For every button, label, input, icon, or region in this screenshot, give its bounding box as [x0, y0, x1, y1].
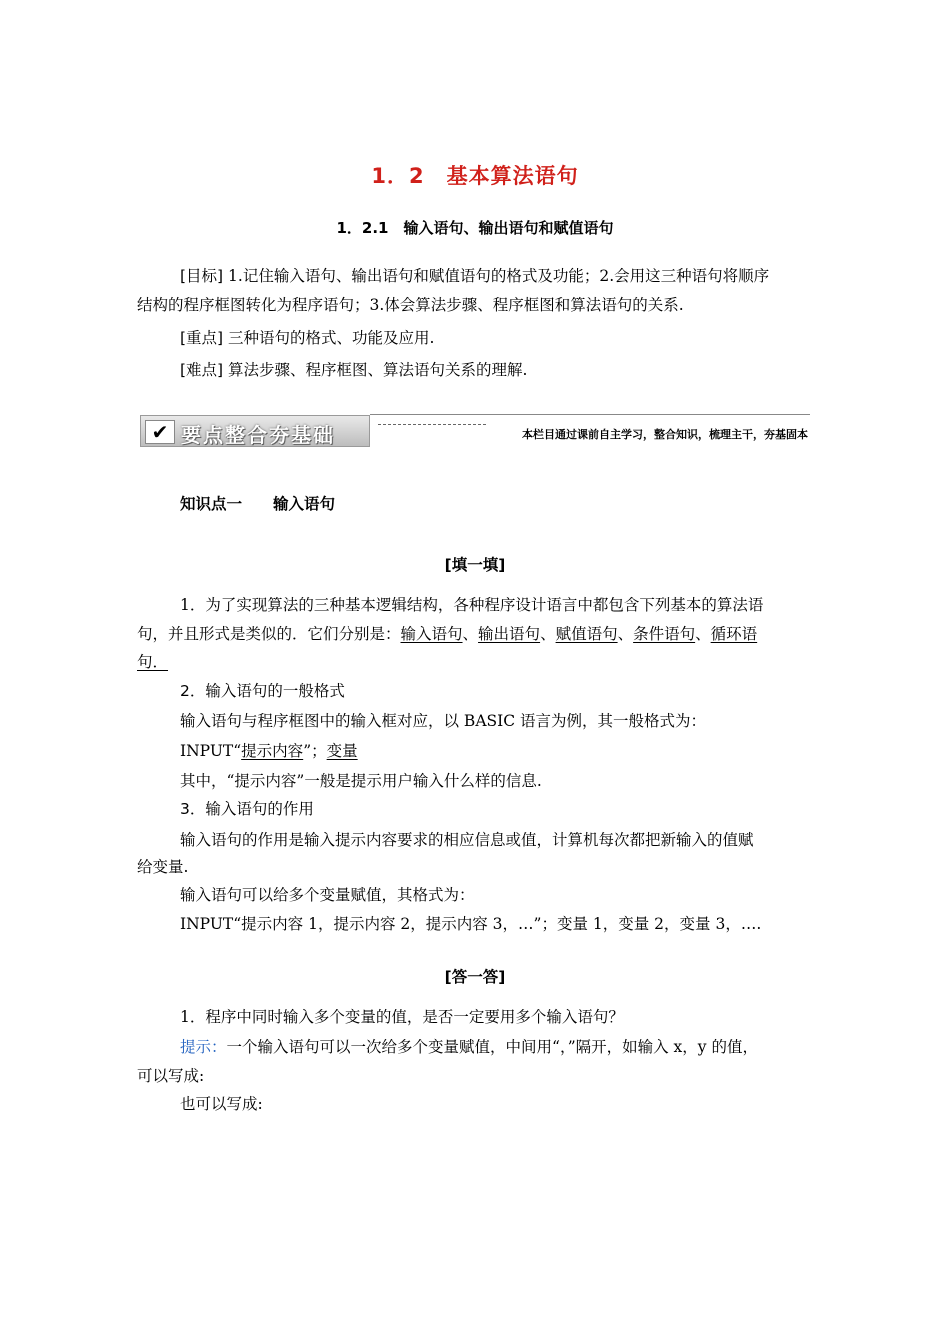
p3-line-2: 给变量. — [137, 858, 189, 876]
answer-item-loop: 循环语 — [710, 625, 758, 643]
p1-line-2 — [137, 624, 757, 644]
goal-line-1 — [180, 266, 769, 286]
format-mid: ”； — [303, 742, 327, 760]
format-variable: 变量 — [326, 742, 358, 760]
p2-format — [180, 741, 358, 761]
p2-heading: 2．输入语句的一般格式 — [180, 682, 345, 700]
key-text: 三种语句的格式、功能及应用. — [228, 329, 435, 347]
banner-dash-line — [378, 424, 486, 425]
p2-line-1: 输入语句与程序框图中的输入框对应，以 BASIC 语言为例，其一般格式为： — [180, 712, 707, 730]
banner-box — [140, 415, 370, 447]
format-prefix: INPUT“ — [180, 742, 242, 760]
p3-heading: 3．输入语句的作用 — [180, 800, 314, 818]
answer-item-input: 输入语句 — [400, 625, 463, 643]
page-title: 1．2 基本算法语句 — [371, 164, 579, 188]
hint-line-3: 也可以写成: — [180, 1095, 263, 1113]
answer-item-assign: 赋值语句 — [555, 625, 618, 643]
p3-line-4: INPUT“提示内容 1，提示内容 2，提示内容 3，…”；变量 1，变量 2，变量 3，…. — [180, 915, 762, 933]
hint-line-2: 可以写成: — [137, 1067, 205, 1085]
separator: 、 — [462, 625, 479, 643]
format-prompt: 提示内容 — [241, 742, 304, 760]
question-1: 1．程序中同时输入多个变量的值，是否一定要用多个输入语句？ — [180, 1008, 624, 1026]
separator: 、 — [695, 625, 711, 643]
answer-label: [答一答] — [444, 968, 506, 986]
hard-point-line — [180, 360, 527, 380]
banner-rule — [370, 414, 810, 415]
separator: 、 — [540, 625, 556, 643]
hard-text: 算法步骤、程序框图、算法语句关系的理解. — [228, 361, 528, 379]
banner-note: 本栏目通过课前自主学习，整合知识，梳理主干，夯基固本 — [522, 428, 808, 441]
key-point-line — [180, 328, 434, 348]
separator: 、 — [617, 625, 634, 643]
section-banner — [138, 412, 810, 448]
target-label: [目标] — [180, 267, 224, 285]
checkmark-icon: ✔ — [145, 420, 175, 444]
fill-label: [填一填] — [444, 556, 506, 574]
section-subtitle: 1．2.1 输入语句、输出语句和赋值语句 — [336, 219, 614, 237]
key-label: [重点] — [180, 329, 224, 347]
answer-item-output: 输出语句 — [478, 625, 541, 643]
hint-label: 提示： — [180, 1038, 227, 1056]
target-text-1: 1.记住输入语句、输出语句和赋值语句的格式及功能；2.会用这三种语句将顺序 — [228, 267, 770, 285]
hint-line-1 — [180, 1037, 758, 1057]
banner-title: 要点整合夯基础 — [181, 423, 335, 447]
hard-label: [难点] — [180, 361, 224, 379]
hint-text-1: 一个输入语句可以一次给多个变量赋值，中间用“，”隔开，如输入 x，y 的值， — [226, 1038, 758, 1056]
goal-line-2: 结构的程序框图转化为程序语句；3.体会算法步骤、程序框图和算法语句的关系. — [137, 296, 684, 314]
p1-line-1: 1．为了实现算法的三种基本逻辑结构，各种程序设计语言中都包含下列基本的算法语 — [180, 596, 764, 614]
answer-item-condition: 条件语句 — [633, 625, 696, 643]
p3-line-3: 输入语句可以给多个变量赋值，其格式为： — [180, 886, 475, 904]
p1-prefix: 句，并且形式是类似的．它们分别是： — [137, 625, 401, 643]
p3-line-1: 输入语句的作用是输入提示内容要求的相应信息或值，计算机每次都把新输入的值赋 — [180, 831, 754, 849]
knowledge-heading: 知识点一 输入语句 — [180, 495, 336, 513]
p1-line-3: 句． — [137, 653, 169, 671]
p2-line-3: 其中，“提示内容”一般是提示用户输入什么样的信息. — [180, 772, 542, 790]
